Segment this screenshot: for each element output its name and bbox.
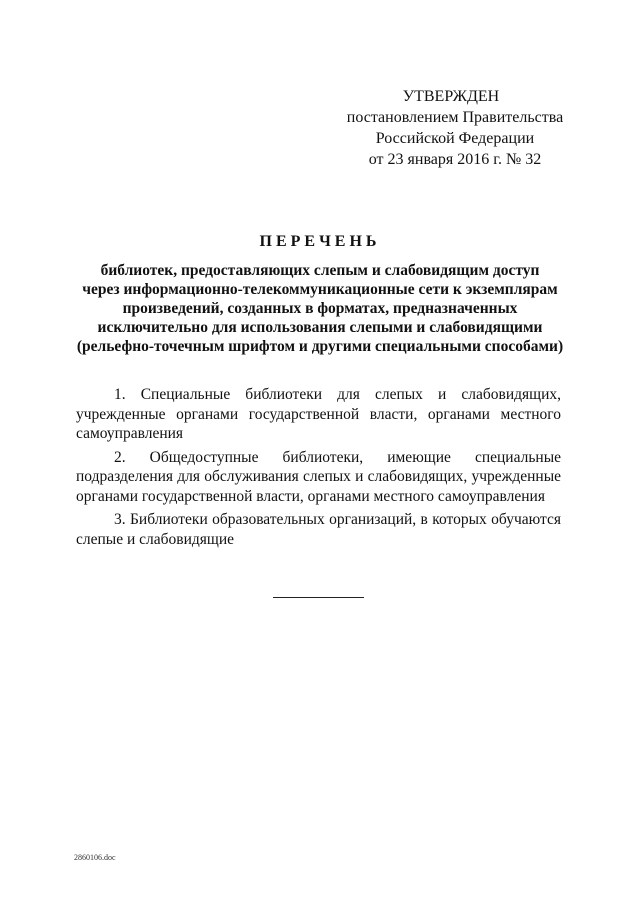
approval-country: Российской Федерации <box>375 130 535 147</box>
end-divider <box>273 597 364 598</box>
subtitle-line: (рельефно-точечным шрифтом и другими специальными способами) <box>76 338 564 355</box>
list-item: 2. Общедоступные библиотеки, имеющие специальные подразделения для обслуживания слепых и слабовидящих, учрежденные органами государственной власти, органами местного самоуправления <box>76 448 561 505</box>
list-item: 3. Библиотеки образовательных организаций, в которых обучаются слепые и слабовидящие <box>76 511 561 548</box>
library-list <box>76 385 561 553</box>
subtitle-line: исключительно для использования слепыми и слабовидящими <box>97 319 543 336</box>
approval-heading: УТВЕРЖДЕН <box>402 88 500 105</box>
document-subtitle <box>70 261 570 356</box>
document-title: ПЕРЕЧЕНЬ <box>259 233 381 250</box>
approval-authority: постановлением Правительства <box>346 109 564 126</box>
file-code: 2860106.doc <box>74 853 116 862</box>
list-item: 1. Специальные библиотеки для слепых и слабовидящих, учрежденные органами государственной власти, органами местного самоуправления <box>76 386 561 442</box>
subtitle-line: произведений, созданных в форматах, предназначенных <box>122 300 518 317</box>
approval-block <box>330 86 580 170</box>
subtitle-line: библиотек, предоставляющих слепым и слабовидящим доступ <box>100 262 540 279</box>
subtitle-line: через информационно-телекоммуникационные сети к экземплярам <box>82 281 558 298</box>
approval-date-number: от 23 января 2016 г. № 32 <box>368 151 542 168</box>
